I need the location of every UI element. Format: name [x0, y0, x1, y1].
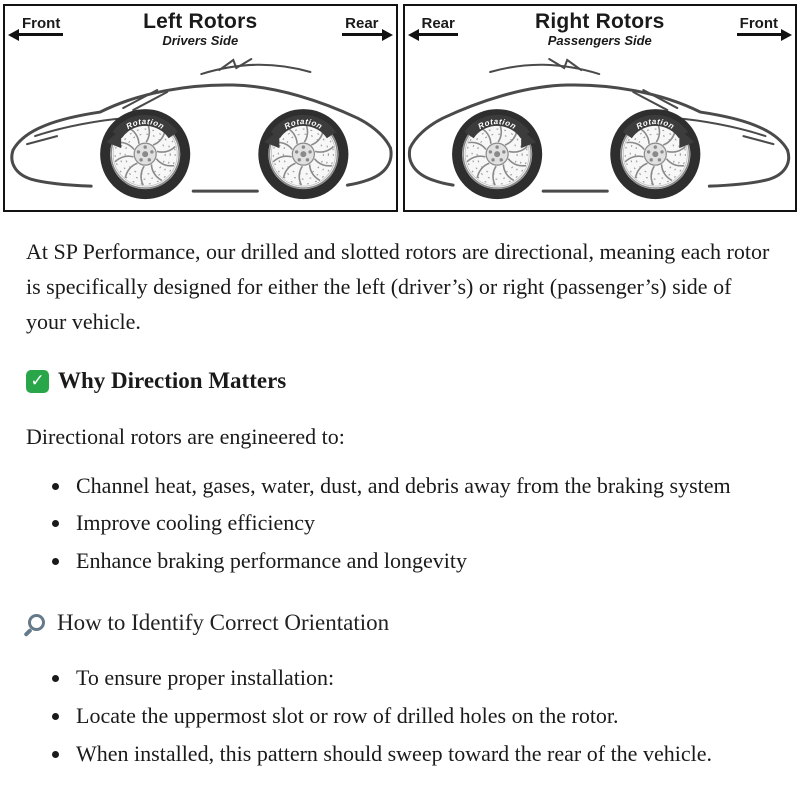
list-item: • Enhance braking performance and longevity: [72, 544, 774, 579]
panel-header: [405, 6, 796, 52]
left-rotors-panel: [3, 4, 398, 212]
rotation-label: Rotation: [282, 116, 325, 132]
list-item: • Locate the uppermost slot or row of drilled holes on the rotor.: [72, 699, 774, 734]
intro-paragraph: At SP Performance, our drilled and slotted rotors are directional, meaning each rotor is specifically designed for either the left (driver’s) or right (passenger’s) side of your vehicle.: [26, 239, 770, 334]
panel-title: Right Rotors: [534, 10, 665, 33]
arrow-left-icon: Rear: [419, 15, 458, 36]
check-icon: [26, 370, 49, 393]
rear-direction-label: [419, 15, 458, 36]
arrow-right-icon: Front: [737, 15, 781, 36]
front-direction-label: [19, 15, 63, 36]
panel-subtitle: Passengers Side: [547, 33, 652, 49]
car-illustration-left: [5, 52, 396, 210]
arrow-left-icon: Front: [19, 15, 63, 36]
article: [0, 215, 800, 771]
orientation-list: [26, 661, 774, 771]
section-heading-direction-matters: [26, 363, 774, 399]
list-item: • When installed, this pattern should sweep toward the rear of the vehicle.: [72, 737, 774, 772]
panel-subtitle: Drivers Side: [162, 33, 239, 49]
benefits-list: [26, 469, 774, 579]
magnifier-icon: [28, 614, 45, 631]
panel-title: Left Rotors: [143, 10, 258, 33]
heading-text: How to Identify Correct Orientation: [57, 609, 390, 635]
list-item: • To ensure proper installation:: [72, 661, 774, 696]
heading-text: Why Direction Matters: [58, 368, 287, 394]
arrow-right-icon: Rear: [342, 15, 381, 36]
right-rotors-panel: [403, 4, 798, 212]
rear-direction-label: [342, 15, 381, 36]
car-illustration-right: [405, 52, 796, 210]
rotor-diagram: [0, 0, 800, 215]
list-item: • Channel heat, gases, water, dust, and debris away from the braking system: [72, 469, 774, 504]
rotation-label: Rotation: [634, 116, 676, 132]
section-heading-identify-orientation: [26, 605, 774, 641]
front-direction-label: [737, 15, 781, 36]
rotation-label: Rotation: [475, 116, 518, 132]
section-lead: Directional rotors are engineered to:: [26, 423, 345, 449]
rotation-label: Rotation: [124, 116, 166, 132]
list-item: • Improve cooling efficiency: [72, 506, 774, 541]
panel-header: [5, 6, 396, 52]
